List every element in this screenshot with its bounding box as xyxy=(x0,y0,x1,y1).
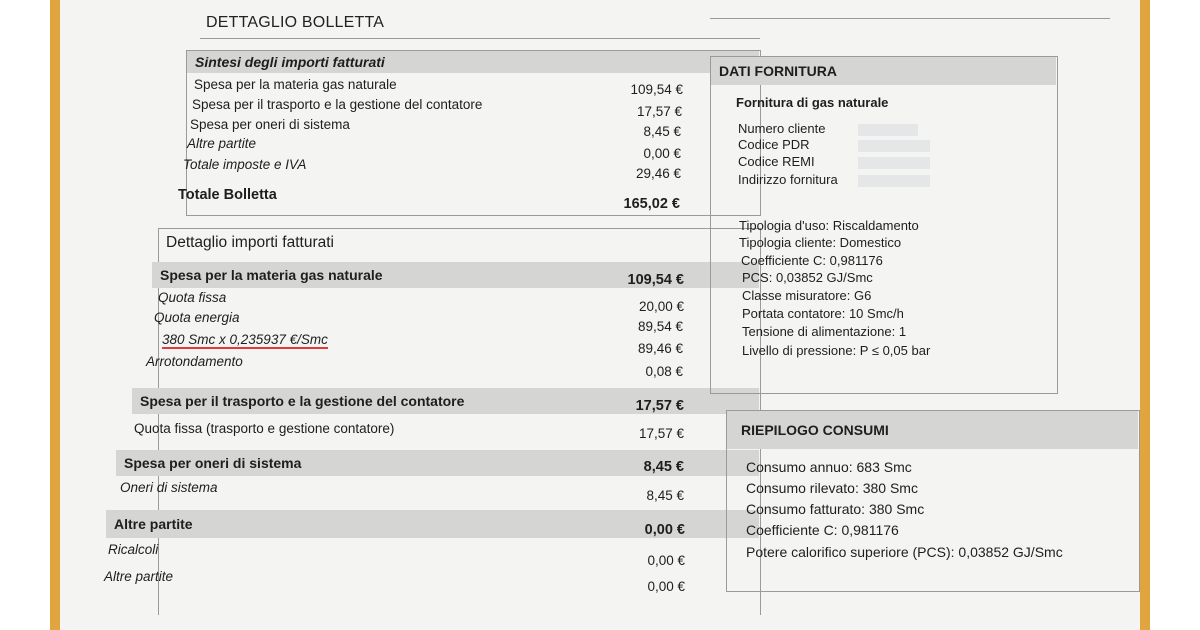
summary-total-amount: 165,02 € xyxy=(623,196,680,212)
energy-formula: 380 Smc x 0,235937 €/Smc xyxy=(162,332,328,347)
fornitura-spec: Coefficiente C: 0,981176 xyxy=(741,253,883,268)
consumi-row: Consumo annuo: 683 Smc xyxy=(746,459,912,475)
summary-row-label: Totale imposte e IVA xyxy=(183,157,307,172)
consumi-row: Consumo rilevato: 380 Smc xyxy=(746,480,918,496)
id-label: Numero cliente xyxy=(738,121,826,136)
fornitura-spec: PCS: 0,03852 GJ/Smc xyxy=(742,270,873,285)
detail-gas-label: Spesa per la materia gas naturale xyxy=(160,267,383,283)
summary-row-amount: 17,57 € xyxy=(636,104,682,119)
summary-row-label: Spesa per la materia gas naturale xyxy=(194,77,397,92)
detail-transport-amount: 17,57 € xyxy=(635,398,684,414)
bill-paper xyxy=(60,0,1140,630)
summary-header-label: Sintesi degli importi fatturati xyxy=(195,54,385,70)
consumi-row: Coefficiente C: 0,981176 xyxy=(746,522,899,538)
title-divider xyxy=(200,38,760,39)
redacted-value xyxy=(858,140,930,152)
redacted-value xyxy=(858,124,918,136)
fornitura-subtitle: Fornitura di gas naturale xyxy=(736,95,889,110)
quota-energia-label: Quota energia xyxy=(154,310,240,325)
fornitura-spec: Tipologia d'uso: Riscaldamento xyxy=(739,218,919,233)
bill-title: DETTAGLIO BOLLETTA xyxy=(206,14,385,31)
quota-energia-amount: 89,54 € xyxy=(637,319,683,334)
ricalcoli-amount: 0,00 € xyxy=(647,553,685,568)
summary-row-amount: 29,46 € xyxy=(635,166,681,181)
id-label: Indirizzo fornitura xyxy=(738,172,838,187)
detail-altre-amount: 0,00 € xyxy=(644,522,685,538)
summary-row-label: Spesa per il trasporto e la gestione del contatore xyxy=(192,97,483,112)
transport-row-label: Quota fissa (trasporto e gestione contatore) xyxy=(134,421,395,436)
fornitura-spec: Tensione di alimentazione: 1 xyxy=(742,324,907,339)
fornitura-spec: Livello di pressione: P ≤ 0,05 bar xyxy=(742,343,931,358)
right-top-divider xyxy=(710,18,1110,19)
fornitura-header-label: DATI FORNITURA xyxy=(719,63,837,79)
fornitura-header xyxy=(711,57,1056,85)
detail-gas-amount: 109,54 € xyxy=(627,272,684,288)
transport-row-amount: 17,57 € xyxy=(638,426,684,441)
quota-fissa-label: Quota fissa xyxy=(158,290,227,305)
arrotondamento-amount: 0,08 € xyxy=(645,364,683,379)
consumi-header-label: RIEPILOGO CONSUMI xyxy=(741,422,889,438)
consumi-row: Consumo fatturato: 380 Smc xyxy=(746,501,925,517)
energy-formula-amount: 89,46 € xyxy=(637,341,683,356)
detail-oneri-label: Spesa per oneri di sistema xyxy=(124,455,302,471)
summary-row-amount: 109,54 € xyxy=(630,82,683,97)
summary-row-amount: 8,45 € xyxy=(643,124,681,139)
fornitura-spec: Classe misuratore: G6 xyxy=(742,288,872,303)
detail-altre-label: Altre partite xyxy=(114,516,193,532)
detail-transport-label: Spesa per il trasporto e la gestione del contatore xyxy=(140,393,465,409)
summary-header xyxy=(187,51,759,73)
quota-fissa-amount: 20,00 € xyxy=(638,299,684,314)
oneri-row-amount: 8,45 € xyxy=(646,488,684,503)
detail-oneri-amount: 8,45 € xyxy=(643,459,684,475)
id-label: Codice PDR xyxy=(738,137,810,152)
fornitura-spec: Portata contatore: 10 Smc/h xyxy=(742,306,904,321)
summary-row-label: Spesa per oneri di sistema xyxy=(190,117,350,132)
summary-row-label: Altre partite xyxy=(187,136,257,151)
detail-header: Dettaglio importi fatturati xyxy=(166,234,334,251)
redacted-value xyxy=(858,175,930,187)
redacted-value xyxy=(858,157,930,169)
consumi-header xyxy=(727,411,1138,449)
oneri-row-label: Oneri di sistema xyxy=(120,480,218,495)
fornitura-spec: Tipologia cliente: Domestico xyxy=(739,235,902,250)
altre-partite-amount: 0,00 € xyxy=(647,579,685,594)
consumi-row: Potere calorifico superiore (PCS): 0,03852 GJ/Smc xyxy=(746,544,1063,560)
summary-total-label: Totale Bolletta xyxy=(178,187,277,203)
altre-partite-label: Altre partite xyxy=(104,569,174,584)
id-label: Codice REMI xyxy=(738,154,815,169)
arrotondamento-label: Arrotondamento xyxy=(146,354,243,369)
summary-row-amount: 0,00 € xyxy=(643,146,681,161)
ricalcoli-label: Ricalcoli xyxy=(108,542,159,557)
